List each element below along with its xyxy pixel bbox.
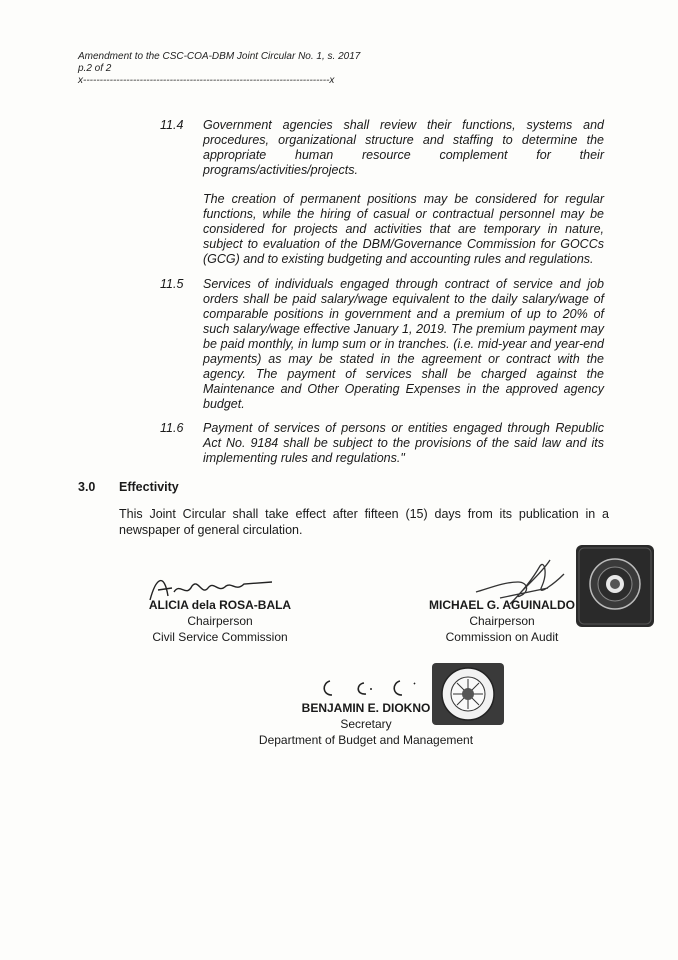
item-number: 11.6 — [160, 421, 184, 435]
signatory-office: Department of Budget and Management — [258, 733, 474, 747]
header-separator: x--------------------------------------------------------------------------x — [78, 75, 335, 86]
signature-diokno — [318, 675, 428, 703]
signatory-office: Commission on Audit — [445, 630, 559, 644]
signatory-name: MICHAEL G. AGUINALDO — [429, 598, 575, 612]
item-paragraph: Payment of services of persons or entities engaged through Republic Act No. 9184 shall be subject to the provisions of the said law and its implementing rules and regulations." — [203, 421, 604, 465]
header-title: Amendment to the CSC-COA-DBM Joint Circular No. 1, s. 2017 — [78, 51, 361, 62]
section-text: This Joint Circular shall take effect after fifteen (15) days from its publication in a newspaper of general circulation. — [119, 507, 609, 537]
signatory-name: ALICIA dela ROSA-BALA — [148, 598, 292, 612]
item-paragraph: The creation of permanent positions may be considered for regular functions, while the hiring of casual or contractual personnel may be considered for projects and activities that are temporary in nature, subject to evaluation of the DBM/Governance Commission for GOCCs (GCG) and to existing budgeting and accounting rules and regulations. — [203, 192, 604, 266]
header-page-number: p.2 of 2 — [78, 63, 112, 74]
signatory-office: Civil Service Commission — [152, 630, 288, 644]
item-11-5 — [162, 277, 604, 412]
coa-seal-icon — [576, 545, 654, 627]
signatory-bala — [130, 597, 310, 645]
item-11-4 — [162, 118, 604, 267]
item-paragraph: Government agencies shall review their functions, systems and procedures, organizational structure and staffing to determine the appropriate human resource complement for their programs/activities/projects. — [203, 118, 604, 177]
item-number: 11.4 — [160, 118, 184, 132]
page-header — [78, 51, 360, 87]
item-11-6 — [162, 421, 604, 466]
dbm-seal-icon — [432, 663, 504, 725]
section-number: 3.0 — [78, 480, 96, 494]
signatory-title: Secretary — [340, 717, 392, 731]
section-title: Effectivity — [119, 480, 179, 494]
item-paragraph: Services of individuals engaged through contract of service and job orders shall be paid salary/wage equivalent to the daily salary/wage of comparable positions in government and a premium of up to 20% of such salary/wage effective January 1, 2019. The premium payment may be paid monthly, in lump sum or in tranches. (i.e. mid-year and year-end payments) as may be stated in the agreement or contract with the agency. The payment of services shall be charged against the Maintenance and Other Operating Expenses in the approved agency budget. — [203, 277, 604, 411]
signatory-title: Chairperson — [187, 614, 253, 628]
signatory-aguinaldo — [408, 597, 596, 645]
signatory-title: Chairperson — [469, 614, 535, 628]
item-number: 11.5 — [160, 277, 184, 291]
signatory-name: BENJAMIN E. DIOKNO — [301, 701, 431, 715]
